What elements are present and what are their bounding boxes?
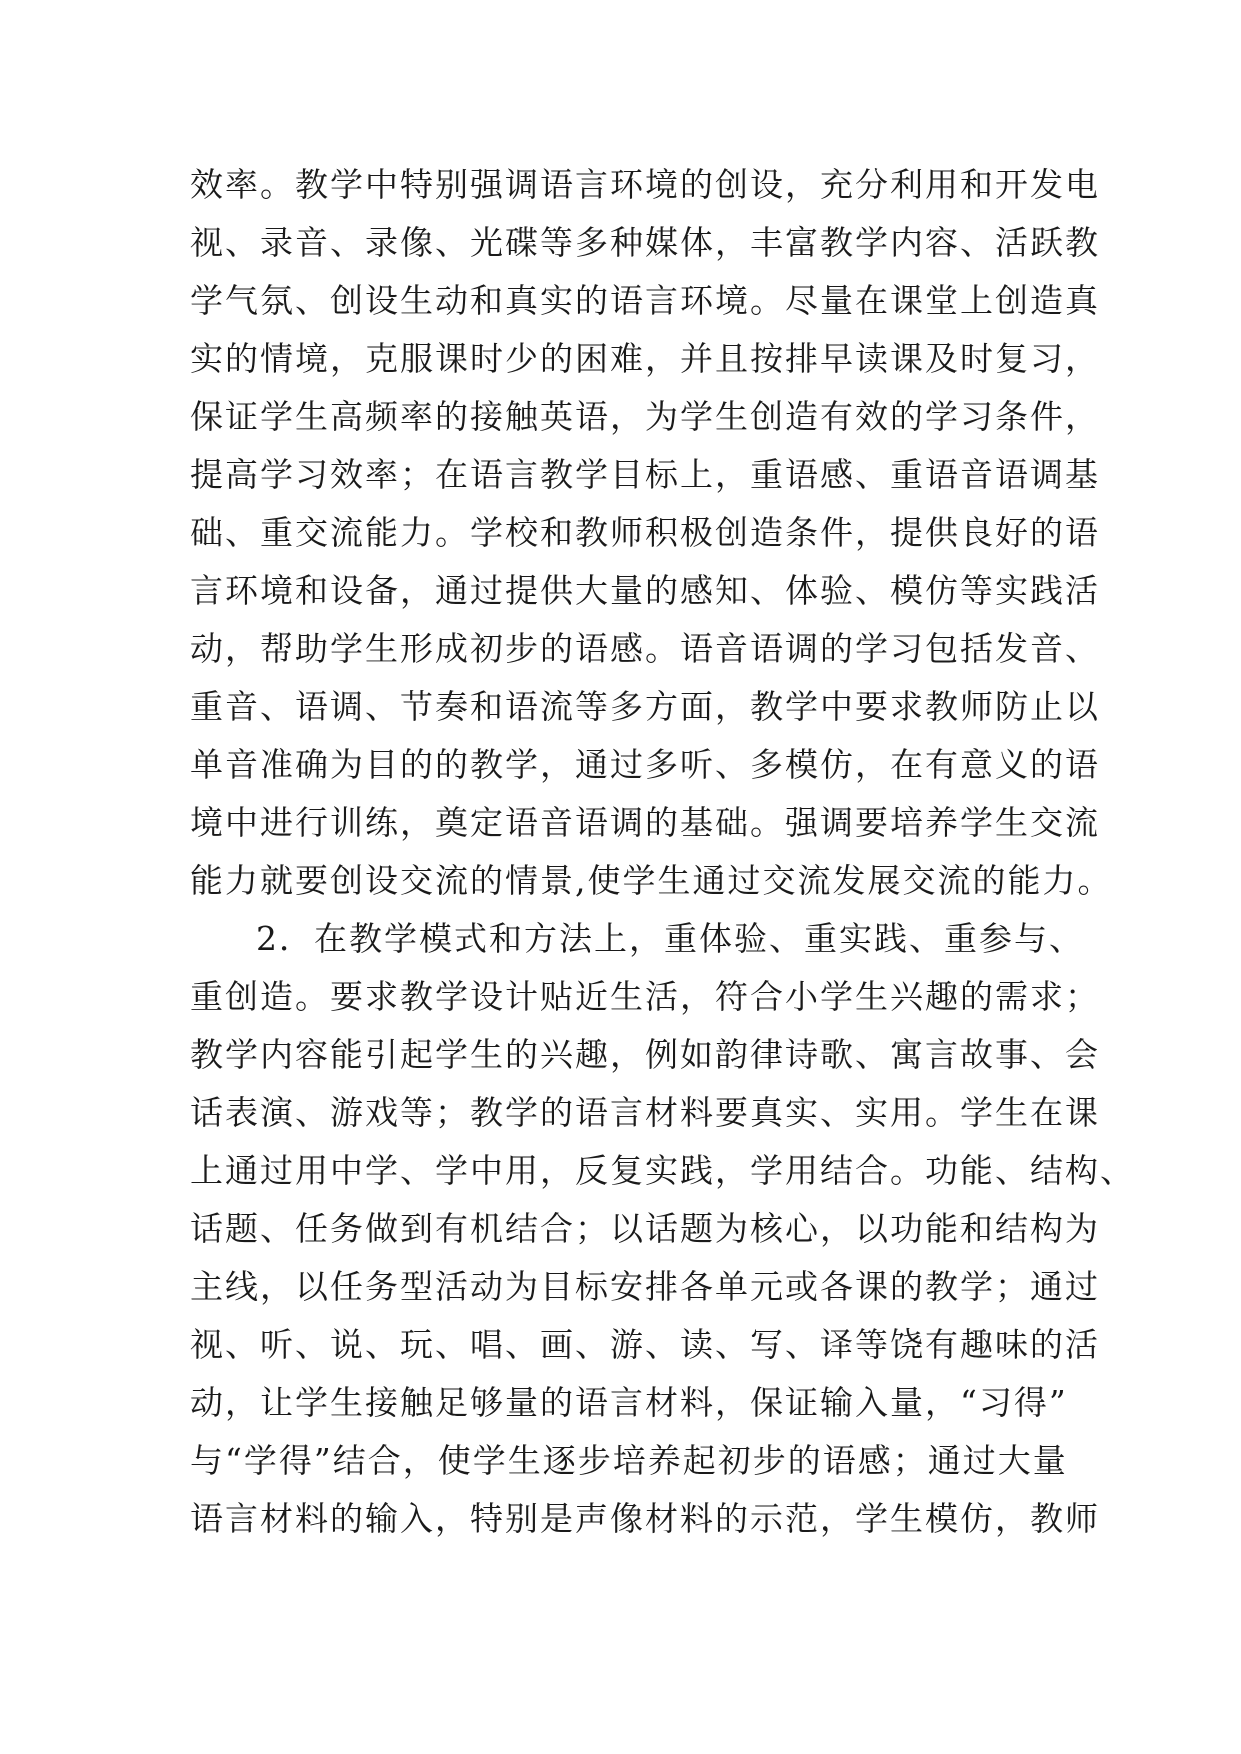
- text-line: 效率。教学中特别强调语言环境的创设，充分利用和开发电: [190, 165, 1100, 204]
- text-line: 教学内容能引起学生的兴趣，例如韵律诗歌、寓言故事、会: [190, 1035, 1100, 1074]
- text-line: 动，让学生接触足够量的语言材料，保证输入量，“习得”: [190, 1383, 1068, 1422]
- text-line: 言环境和设备，通过提供大量的感知、体验、模仿等实践活: [190, 571, 1100, 610]
- text-line: 实的情境，克服课时少的困难，并且按排早读课及时复习，: [190, 339, 1100, 378]
- text-line: 话表演、游戏等；教学的语言材料要真实、实用。学生在课: [190, 1093, 1100, 1132]
- text-line: 重音、语调、节奏和语流等多方面，教学中要求教师防止以: [190, 687, 1100, 726]
- text-line: 础、重交流能力。学校和教师积极创造条件，提供良好的语: [190, 513, 1100, 552]
- text-line: 境中进行训练，奠定语音语调的基础。强调要培养学生交流: [190, 803, 1100, 842]
- text-line: 提高学习效率；在语言教学目标上，重语感、重语音语调基: [190, 455, 1100, 494]
- text-line: 动，帮助学生形成初步的语感。语音语调的学习包括发音、: [190, 629, 1100, 668]
- body-text: [190, 156, 1135, 1548]
- paragraph-start-line: 2．在教学模式和方法上，重体验、重实践、重参与、: [256, 919, 1084, 958]
- text-line: 单音准确为目的的教学，通过多听、多模仿，在有意义的语: [190, 745, 1100, 784]
- text-line: 保证学生高频率的接触英语，为学生创造有效的学习条件，: [190, 397, 1100, 436]
- text-line: 视、听、说、玩、唱、画、游、读、写、译等饶有趣味的活: [190, 1325, 1100, 1364]
- text-line: 学气氛、创设生动和真实的语言环境。尽量在课堂上创造真: [190, 281, 1100, 320]
- text-line: 视、录音、录像、光碟等多种媒体，丰富教学内容、活跃教: [190, 223, 1100, 262]
- text-line: 话题、任务做到有机结合；以话题为核心，以功能和结构为: [190, 1209, 1100, 1248]
- text-line: 重创造。要求教学设计贴近生活，符合小学生兴趣的需求；: [190, 977, 1100, 1016]
- text-line: 上通过用中学、学中用，反复实践，学用结合。功能、结构、: [190, 1151, 1135, 1190]
- text-line: 与“学得”结合，使学生逐步培养起初步的语感；通过大量: [190, 1441, 1068, 1480]
- text-line: 语言材料的输入，特别是声像材料的示范，学生模仿，教师: [190, 1499, 1100, 1538]
- text-line: 主线，以任务型活动为目标安排各单元或各课的教学；通过: [190, 1267, 1100, 1306]
- text-line: 能力就要创设交流的情景,使学生通过交流发展交流的能力。: [190, 861, 1113, 900]
